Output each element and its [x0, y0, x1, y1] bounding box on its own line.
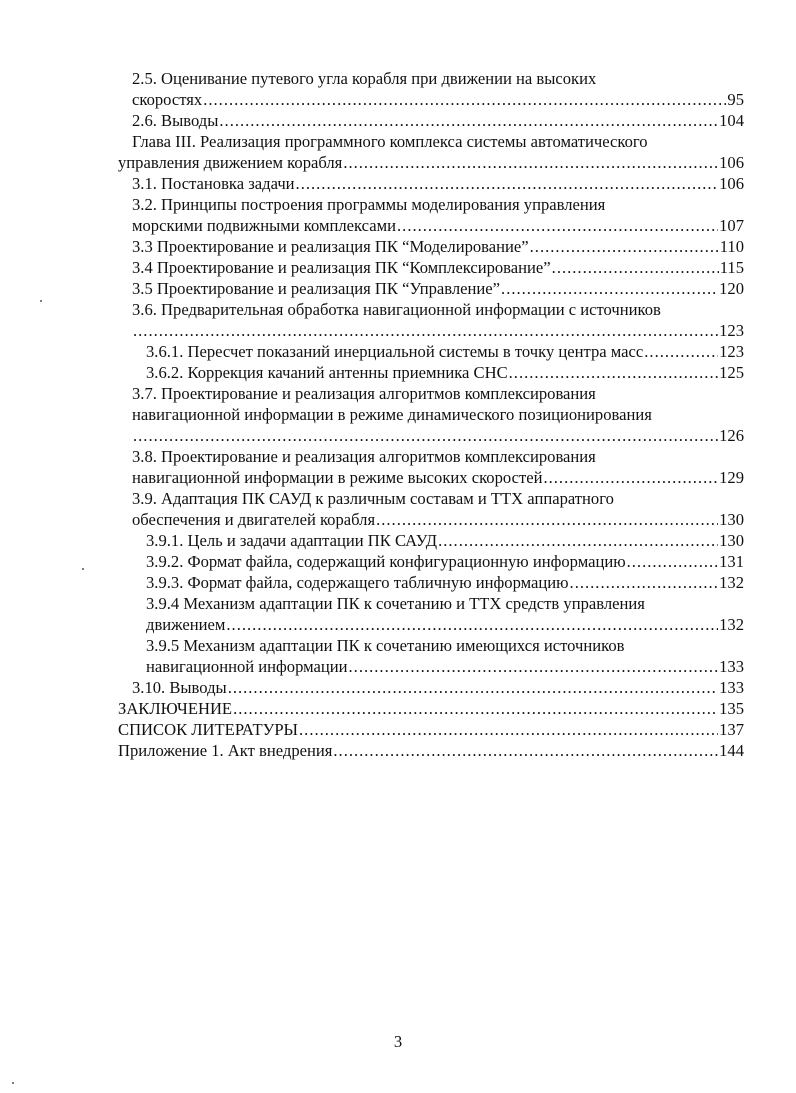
dot-leader [219, 110, 718, 131]
toc-entry-row [118, 173, 744, 194]
toc-entry [118, 341, 744, 362]
toc-entry-title: СПИСОК ЛИТЕРАТУРЫ [118, 720, 299, 739]
scan-speck [82, 568, 84, 570]
toc-entry [118, 551, 744, 572]
scan-speck [40, 300, 42, 302]
dot-leader [438, 530, 718, 551]
toc-entry [118, 383, 744, 446]
toc-entry-row [118, 341, 744, 362]
toc-page-number: 126 [719, 426, 744, 445]
dot-leader [644, 341, 718, 362]
page-number: 3 [393, 1032, 403, 1051]
toc-page-number: 132 [719, 573, 744, 592]
toc-entry [118, 362, 744, 383]
toc-entry-title: скоростях [132, 90, 203, 109]
dot-leader [397, 215, 718, 236]
dot-leader [349, 656, 719, 677]
toc-entry-row [118, 320, 744, 341]
toc-entry-title: 3.6.2. Коррекция качаний антенны приемника СНС [146, 363, 508, 382]
dot-leader [570, 572, 719, 593]
toc-entry-row [118, 530, 744, 551]
toc-page-number: 129 [719, 468, 744, 487]
dot-leader [552, 257, 719, 278]
toc-entry-row [118, 698, 744, 719]
toc-entry-title: обеспечения и двигателей корабля [132, 510, 376, 529]
dot-leader [233, 698, 718, 719]
toc-entry [118, 446, 744, 488]
toc-entry-title: управления движением корабля [118, 153, 343, 172]
toc-page-number: 95 [727, 90, 744, 109]
toc-entry-title-line: 3.9.5 Механизм адаптации ПК к сочетанию имеющихся источников [146, 636, 625, 655]
toc-entry [118, 698, 744, 719]
dot-leader [299, 719, 718, 740]
scan-speck [12, 1082, 14, 1084]
toc-entry-row [118, 467, 744, 488]
dot-leader [530, 236, 719, 257]
toc-entry-row [118, 509, 744, 530]
toc-entry-title: 3.9.3. Формат файла, содержащего табличную информацию [146, 573, 569, 592]
toc-entry-title: 3.9.1. Цель и задачи адаптации ПК САУД [146, 531, 438, 550]
toc-entry-title: 2.6. Выводы [132, 111, 219, 130]
toc-entry [118, 719, 744, 740]
dot-leader [296, 173, 719, 194]
toc-entry-title-line: 2.5. Оценивание путевого угла корабля при движении на высоких [132, 69, 597, 88]
toc-entry-row [118, 614, 744, 635]
dot-leader [343, 152, 718, 173]
toc-entry-row [118, 677, 744, 698]
toc-entry-title-line: 3.7. Проектирование и реализация алгоритмов комплексирования [132, 384, 596, 403]
toc-entry-row [118, 236, 744, 257]
toc-entry-title: 3.5 Проектирование и реализация ПК “Управление” [132, 279, 501, 298]
toc-page-number: 107 [719, 216, 744, 235]
dot-leader [228, 677, 718, 698]
dot-leader [133, 425, 718, 446]
toc-page-number: 115 [719, 258, 744, 277]
toc-entry-row [118, 257, 744, 278]
toc-page-number: 123 [719, 342, 744, 361]
toc-page-number: 137 [719, 720, 744, 739]
toc-entry [118, 173, 744, 194]
toc-entry-title: морскими подвижными комплексами [132, 216, 397, 235]
toc-page-number: 133 [719, 678, 744, 697]
toc-page-number: 130 [719, 531, 744, 550]
toc-entry-title: ЗАКЛЮЧЕНИЕ [118, 699, 233, 718]
toc-entry-title: 3.10. Выводы [132, 678, 227, 697]
toc-entry-row [118, 110, 744, 131]
table-of-contents [118, 68, 744, 761]
toc-entry-row [118, 656, 744, 677]
toc-page-number: 144 [719, 741, 744, 760]
dot-leader [133, 320, 718, 341]
dot-leader [333, 740, 718, 761]
toc-page-number: 130 [719, 510, 744, 529]
dot-leader [509, 362, 718, 383]
toc-entry [118, 194, 744, 236]
toc-entry [118, 593, 744, 635]
toc-page-number: 133 [719, 657, 744, 676]
toc-entry [118, 236, 744, 257]
toc-entry-row [118, 719, 744, 740]
toc-entry-row [118, 572, 744, 593]
toc-page-number: 106 [719, 174, 744, 193]
toc-entry-title-line: 3.9.4 Механизм адаптации ПК к сочетанию и ТТХ средств управления [146, 594, 645, 613]
toc-entry-title: 3.9.2. Формат файла, содержащий конфигурационную информацию [146, 552, 626, 571]
toc-entry [118, 635, 744, 677]
dot-leader [376, 509, 718, 530]
toc-entry [118, 257, 744, 278]
toc-entry-row [118, 89, 744, 110]
toc-entry-title: навигационной информации [146, 657, 348, 676]
toc-entry [118, 740, 744, 761]
dot-leader [226, 614, 718, 635]
dot-leader [543, 467, 718, 488]
toc-entry [118, 572, 744, 593]
dot-leader [627, 551, 718, 572]
toc-entry-title: 3.3 Проектирование и реализация ПК “Моделирование” [132, 237, 529, 256]
toc-entry-row [118, 551, 744, 572]
toc-entry-row [118, 278, 744, 299]
toc-entry-title-line: 3.9. Адаптация ПК САУД к различным составам и ТТХ аппаратного [132, 489, 614, 508]
toc-page-number: 120 [719, 279, 744, 298]
toc-entry-title-line: 3.8. Проектирование и реализация алгоритмов комплексирования [132, 447, 596, 466]
toc-page-number: 125 [719, 363, 744, 382]
toc-page-number: 135 [719, 699, 744, 718]
toc-page-number: 123 [719, 321, 744, 340]
toc-entry-title-line: Глава III. Реализация программного комплекса системы автоматического [132, 132, 648, 151]
toc-entry [118, 278, 744, 299]
toc-entry-title: движением [146, 615, 226, 634]
toc-entry-row [118, 740, 744, 761]
dot-leader [501, 278, 718, 299]
dot-leader [203, 89, 726, 110]
toc-entry [118, 110, 744, 131]
toc-entry [118, 530, 744, 551]
toc-entry-title: 3.1. Постановка задачи [132, 174, 295, 193]
toc-page-number: 132 [719, 615, 744, 634]
toc-entry-row [118, 425, 744, 446]
toc-entry-row [118, 152, 744, 173]
toc-page-number: 104 [719, 111, 744, 130]
toc-entry-title-line: навигационной информации в режиме динамического позиционирования [132, 405, 652, 424]
toc-entry [118, 488, 744, 530]
toc-entry-title-line: 3.2. Принципы построения программы моделирования управления [132, 195, 606, 214]
toc-page-number: 131 [719, 552, 744, 571]
toc-entry-title-line: 3.6. Предварительная обработка навигационной информации с источников [132, 300, 661, 319]
toc-entry-row [118, 215, 744, 236]
toc-entry [118, 299, 744, 341]
toc-page-number: 110 [719, 237, 744, 256]
toc-entry-title: 3.4 Проектирование и реализация ПК “Комплексирование” [132, 258, 551, 277]
toc-page-number: 106 [719, 153, 744, 172]
toc-entry [118, 68, 744, 110]
toc-entry [118, 131, 744, 173]
toc-entry [118, 677, 744, 698]
toc-entry-title: навигационной информации в режиме высоких скоростей [132, 468, 543, 487]
toc-entry-row [118, 362, 744, 383]
toc-entry-title: 3.6.1. Пересчет показаний инерциальной системы в точку центра масс [146, 342, 644, 361]
toc-entry-title: Приложение 1. Акт внедрения [118, 741, 333, 760]
